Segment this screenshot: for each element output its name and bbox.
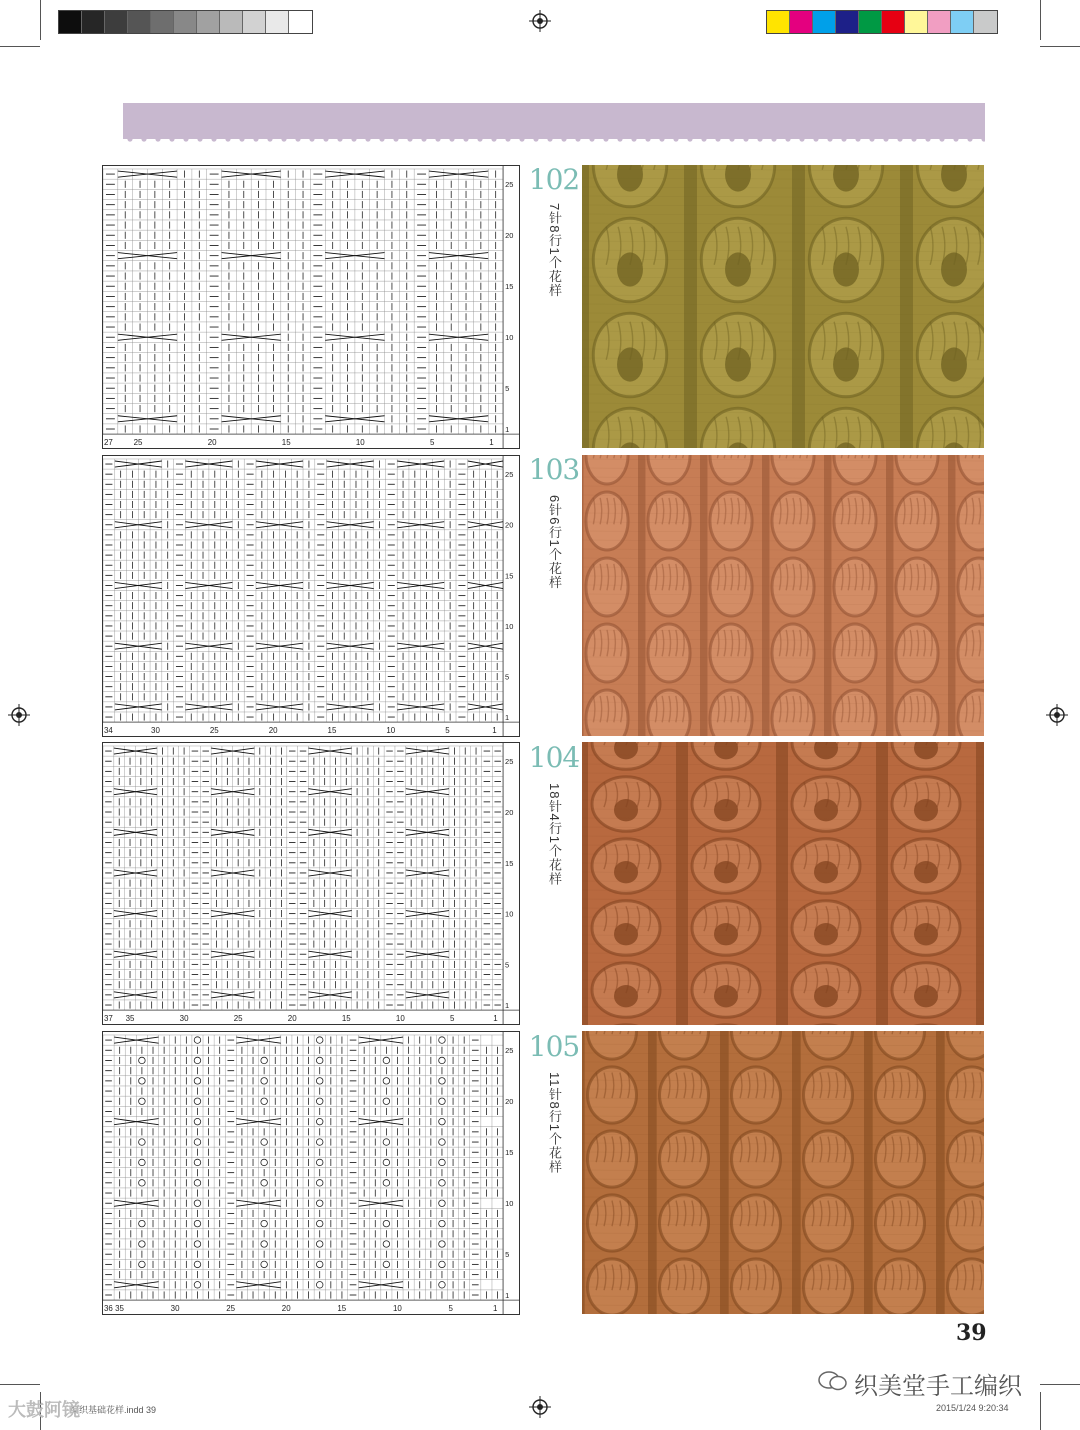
lace-scallop [211,136,216,141]
chart-column-numbers [104,1014,498,1023]
lace-scallop [449,136,454,141]
chart-row-numbers [505,180,513,434]
chart-row-number: 15 [505,1148,514,1158]
lace-scallop [743,136,748,141]
knit-swatch-photo-102 [582,165,984,448]
lace-scallop [575,136,580,141]
lace-scallop [953,136,958,141]
pattern-caption: 11针8行1个花样 [547,1072,562,1174]
grayscale-calibration-bar [58,10,313,34]
lace-scallop [463,136,468,141]
lace-scallop [477,136,482,141]
lace-scallop [883,136,888,141]
registration-mark-icon [8,704,30,726]
lace-scallop [589,136,594,141]
chart-column-number: 15 [337,1304,347,1314]
chart-column-number: 5 [448,1304,453,1314]
pattern-caption: 7针8行1个花样 [547,203,562,298]
chart-row-number: 20 [505,807,514,817]
chart-row-number: 10 [505,1199,514,1209]
lace-scallop [659,136,664,141]
chart-column-number: 10 [355,438,365,448]
chart-column-number: 1 [493,1014,498,1024]
chart-column-number: 10 [392,1304,402,1314]
chart-column-number: 10 [386,726,396,736]
chart-column-number: 15 [341,1014,351,1024]
crop-mark [1040,0,1041,40]
lace-scallop [295,136,300,141]
lace-scallop [897,136,902,141]
chart-row-number: 1 [505,424,510,434]
chart-column-number: 30 [151,726,160,736]
knit-texture [582,455,984,736]
lace-scallop [701,136,706,141]
knit-swatch-photo-105 [582,1031,984,1314]
chart-column-number: 20 [268,726,278,736]
calibration-swatch [905,11,928,33]
lace-scallop [197,136,202,141]
lace-scallop [141,136,146,141]
lace-scallop [729,136,734,141]
calibration-swatch [128,11,151,33]
chart-column-number: 20 [287,1014,297,1024]
chart-row-number: 25 [505,757,514,767]
lace-scallop [687,136,692,141]
lace-scallop [911,136,916,141]
chart-row-number: 15 [505,571,514,581]
lace-scallop [617,136,622,141]
lace-scallop [799,136,804,141]
chart-row-number: 5 [505,384,510,394]
lace-scallop [939,136,944,141]
pattern-caption: 6针6行1个花样 [547,495,562,590]
registration-mark-icon [529,1396,551,1418]
registration-mark-icon [1046,704,1068,726]
lace-scallop [309,136,314,141]
lace-scallop [841,136,846,141]
calibration-swatch [82,11,105,33]
chart-column-number: 1 [492,1304,498,1314]
pattern-number: 102 [528,163,580,196]
lace-scallop [505,136,510,141]
chart-row-number: 10 [505,333,514,343]
lace-scallop [225,136,230,141]
lace-scallop [365,136,370,141]
chart-column-number: 5 [445,726,450,736]
pattern-caption: 18针4行1个花样 [547,783,562,886]
crop-mark [1040,1392,1041,1430]
chart-column-number: 15 [281,438,291,448]
crop-mark [0,1384,40,1385]
lace-scallop [491,136,496,141]
chart-column-numbers [104,438,494,447]
lace-scallop [183,136,188,141]
crop-mark [40,0,41,40]
lace-scallop [533,136,538,141]
chart-column-number: 5 [429,438,435,448]
calibration-swatch [813,11,836,33]
lace-scallop [925,136,930,141]
chart-row-number: 25 [505,1046,514,1056]
chart-column-number: 35 [125,1014,135,1024]
chart-row-number: 10 [505,909,514,919]
pattern-number: 105 [528,1030,580,1063]
chart-grid [103,746,503,1010]
lace-border [123,133,985,143]
crop-mark [0,46,40,47]
knit-swatch-photo-104 [582,742,984,1025]
lace-scallop [421,136,426,141]
knitting-chart-103 [102,455,520,737]
chart-row-number: 25 [505,180,514,190]
lace-scallop [393,136,398,141]
footer-date-info: 2015/1/24 9:20:34 [936,1403,1009,1413]
watermark-right: 织美堂手工编织 [854,1373,1022,1400]
chart-column-number: 30 [170,1304,180,1314]
calibration-swatch [836,11,859,33]
chart-column-number: 10 [395,1014,405,1024]
chart-column-number: 1 [489,438,494,448]
knitting-chart-102 [102,165,520,449]
crop-mark [1040,46,1080,47]
crop-mark [1040,1384,1080,1385]
chart-row-number: 20 [505,1097,514,1107]
lace-scallop [267,136,272,141]
knitting-chart-104 [102,742,520,1025]
chart-column-number: 30 [179,1014,189,1024]
chart-row-number: 1 [505,1001,510,1010]
calibration-swatch [951,11,974,33]
lace-scallop [715,136,720,141]
lace-scallop [337,136,342,141]
lace-scallop [981,136,985,141]
calibration-swatch [790,11,813,33]
calibration-swatch [59,11,82,33]
chart-column-number: 36 [103,1304,113,1314]
calibration-swatch [243,11,266,33]
lace-scallop [869,136,874,141]
registration-mark-icon [529,10,551,32]
lace-scallop [253,136,258,141]
chart-column-number: 20 [207,438,217,448]
chart-row-number: 5 [505,960,510,970]
calibration-swatch [928,11,951,33]
chart-row-numbers [505,757,513,1010]
chart-grid [103,169,503,434]
lace-scallop [757,136,762,141]
chart-row-number: 1 [505,1290,510,1300]
chart-row-number: 15 [505,282,514,292]
chart-column-number: 25 [133,438,143,448]
lace-scallop [967,136,972,141]
chart-column-number: 1 [492,726,497,736]
lace-scallop [603,136,608,141]
lace-scallop [645,136,650,141]
chart-grid [103,459,503,722]
chart-row-numbers [505,470,513,722]
calibration-swatch [174,11,197,33]
lace-scallop [281,136,286,141]
page-number: 39 [956,1320,987,1346]
footer-file-info: 编织基础花样.indd 39 [70,1405,157,1415]
calibration-swatch [220,11,243,33]
lace-scallop [547,136,552,141]
chart-column-number: 27 [103,438,113,448]
lace-scallop [673,136,678,141]
lace-scallop [785,136,790,141]
chart-column-number: 25 [209,726,219,736]
knitting-chart-105 [102,1031,520,1315]
lace-scallop [827,136,832,141]
chart-column-number: 34 [103,726,113,736]
chart-row-number: 20 [505,520,514,530]
chart-row-number: 5 [505,1250,510,1260]
chart-row-number: 20 [505,231,514,241]
lace-scallop [813,136,818,141]
chart-column-numbers [104,1304,498,1313]
calibration-swatch [767,11,790,33]
lace-scallop [323,136,328,141]
lace-scallop [771,136,776,141]
chart-row-number: 15 [505,858,514,868]
calibration-swatch [105,11,128,33]
chart-column-number: 37 [103,1014,113,1024]
lace-scallop [239,136,244,141]
pattern-number: 104 [528,741,580,774]
color-calibration-bar [766,10,998,34]
chart-grid [103,1035,503,1300]
calibration-swatch [974,11,997,33]
chart-row-number: 25 [505,470,514,480]
chart-row-number: 5 [505,672,510,682]
chart-column-number: 25 [226,1304,236,1314]
lace-scallop [379,136,384,141]
chart-column-number: 25 [233,1014,243,1024]
lace-scallop [855,136,860,141]
knit-texture [582,742,984,1025]
calibration-swatch [882,11,905,33]
watermark-left: 大鼓阿镜 [8,1400,80,1420]
chart-row-numbers [505,1046,513,1300]
lace-scallop [435,136,440,141]
pattern-number: 103 [528,453,580,486]
calibration-swatch [289,11,312,33]
calibration-swatch [151,11,174,33]
calibration-swatch [859,11,882,33]
chart-column-number: 5 [450,1014,455,1024]
lace-scallop [631,136,636,141]
lace-scallop [519,136,524,141]
knit-swatch-photo-103 [582,455,984,736]
lace-scallop [169,136,174,141]
chart-row-number: 1 [505,713,510,723]
calibration-swatch [266,11,289,33]
lace-scallop [561,136,566,141]
lace-scallop [351,136,356,141]
chart-column-number: 35 [115,1304,124,1314]
lace-scallop [155,136,160,141]
chart-column-number: 20 [281,1304,291,1314]
lace-scallop [407,136,412,141]
lace-scallop [127,136,132,141]
chart-column-numbers [104,726,497,735]
chart-row-number: 10 [505,621,514,631]
calibration-swatch [197,11,220,33]
chart-column-number: 15 [327,726,337,736]
